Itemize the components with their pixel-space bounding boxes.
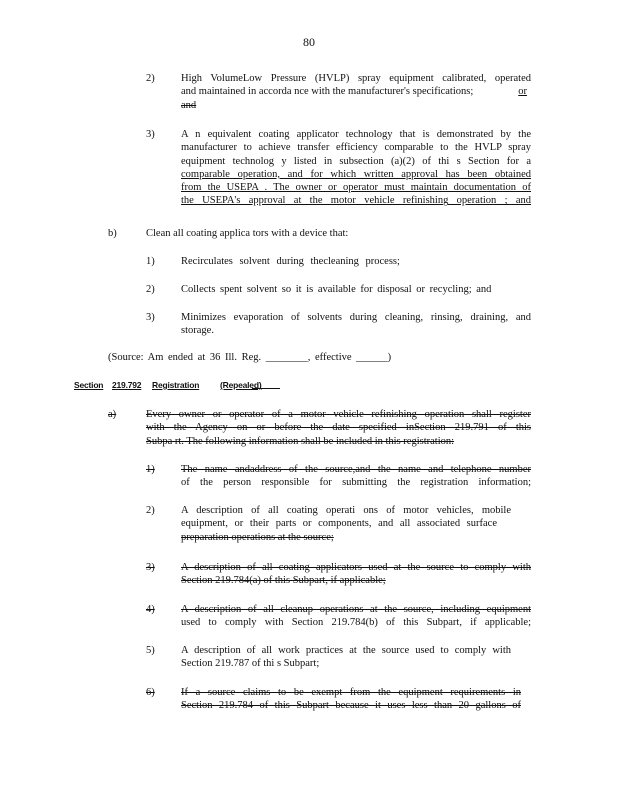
item-line: used to comply with Section 219.784(b) of this Subpart, if applicable; xyxy=(181,617,531,629)
source-text: (Source: Am ended at 36 Ill. Reg. ________, effective ______) xyxy=(108,352,392,363)
deleted-text: and xyxy=(181,99,197,111)
item-line: Minimizes evaporation of solvents during cleaning, rinsing, draining, and xyxy=(181,312,531,323)
section-number: 219.792 xyxy=(112,380,142,390)
item-number: 4) xyxy=(146,604,155,615)
inserted-text: from the USEPA . The owner or operator must maintain documentation of xyxy=(181,182,531,194)
item-number: 5) xyxy=(146,645,155,656)
item-line: equipment technolog y listed in subsection (a)(2) of thi s Section for a xyxy=(181,155,531,167)
inserted-text: the USEPA's approval at the motor vehicle refinishing operation ; and xyxy=(181,195,531,207)
item-line: Section 219.787 of thi s Subpart; xyxy=(181,658,320,670)
item-number: 3) xyxy=(146,312,155,323)
item-number: 2) xyxy=(146,505,155,516)
deleted-text: with the Agency on or before the date specified inSection 219.791 of this xyxy=(146,422,531,434)
item-line: A description of all work practices at the source used to comply with xyxy=(181,645,511,656)
item-line: manufacturer to achieve transfer efficiency comparable to the HVLP spray xyxy=(181,142,531,154)
item-line: and maintained in accorda nce with the manufacturer's specifications; xyxy=(181,86,474,98)
deleted-text: Section 219.784(a) of this Subpart, if applicable; xyxy=(181,575,386,587)
item-number: 1) xyxy=(146,464,155,475)
item-text: Clean all coating applica tors with a device that: xyxy=(146,228,349,239)
inserted-text: comparable operation, and for which written approval has been obtained xyxy=(181,168,531,180)
item-number: 2) xyxy=(146,284,155,295)
item-number: 1) xyxy=(146,256,155,267)
item-number: 2) xyxy=(146,73,155,84)
item-line: A n equivalent coating applicator technology that is demonstrated by the xyxy=(181,129,531,140)
underline-rule xyxy=(252,388,280,389)
page-number: 80 xyxy=(303,35,315,49)
section-title: Registration xyxy=(152,380,200,390)
item-number: 3) xyxy=(146,129,155,140)
deleted-text: Subpa rt. The following information shall be included in this registration: xyxy=(146,435,455,447)
deleted-text: preparation operations at the source; xyxy=(181,531,334,543)
item-line: A description of all coating operati ons of motor vehicles, mobile xyxy=(181,505,511,516)
item-number: b) xyxy=(108,228,117,239)
deleted-text: Every owner or operator of a motor vehicle refinishing operation shall register xyxy=(146,409,531,420)
section-label: Section xyxy=(74,380,104,390)
item-number: a) xyxy=(108,409,117,420)
deleted-text: If a source claims to be exempt from the equipment requirements in xyxy=(181,687,521,698)
item-line: of the person responsible for submitting the registration information; xyxy=(181,477,531,489)
deleted-text: The name andaddress of the source,and the name and telephone number xyxy=(181,464,531,475)
item-line: storage. xyxy=(181,325,214,337)
section-repealed: (Repealed) xyxy=(220,380,262,390)
item-number: 3) xyxy=(146,562,155,573)
deleted-text: A description of all cleanup operations at the source, including equipment xyxy=(181,604,531,615)
item-line: equipment, or their parts or components, and all associated surface xyxy=(181,518,497,530)
inserted-text: or xyxy=(518,86,527,98)
item-number: 6) xyxy=(146,687,155,698)
item-line: High VolumeLow Pressure (HVLP) spray equipment calibrated, operated xyxy=(181,73,531,84)
item-text: Collects spent solvent so it is available for disposal or recycling; and xyxy=(181,284,492,295)
deleted-text: Section 219.784 of this Subpart because it uses less than 20 gallons of xyxy=(181,700,521,712)
deleted-text: A description of all coating applicators used at the source to comply with xyxy=(181,562,531,573)
item-text: Recirculates solvent during thecleaning process; xyxy=(181,256,400,267)
